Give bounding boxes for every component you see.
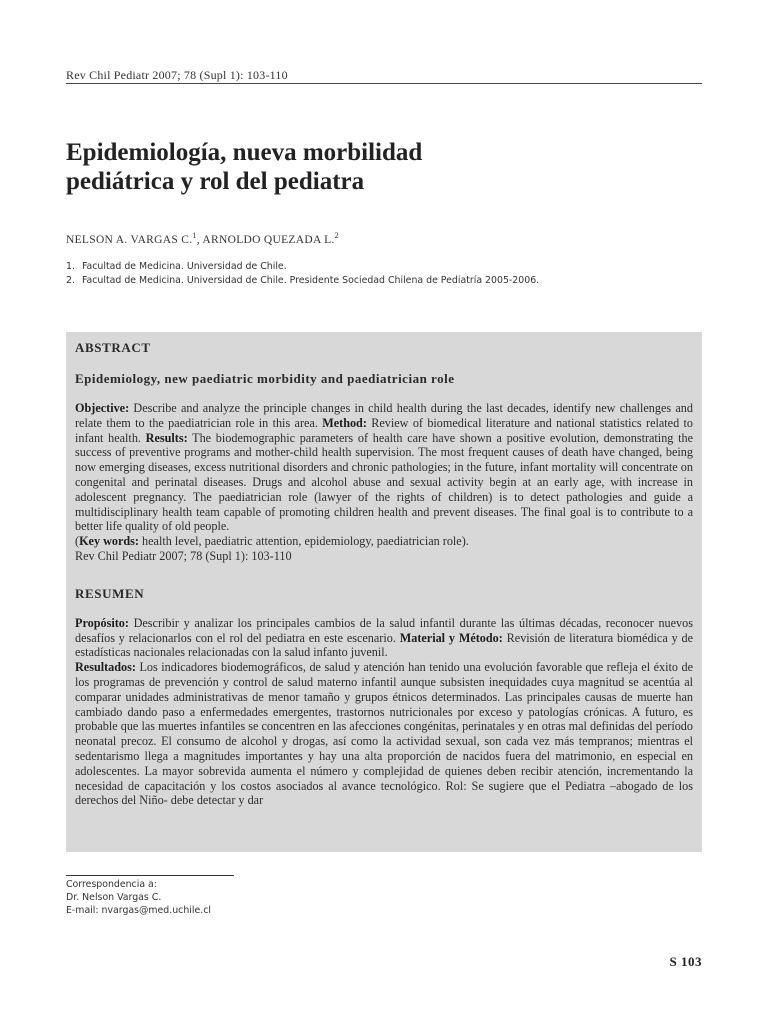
author-list <box>66 231 339 246</box>
affiliation-number: 1. <box>66 261 75 272</box>
resultados-text: Los indicadores biodemográficos, de salud y atención han tenido una evolución favorable que refleja el éxito de los programas de prevención y control de salud materno infantil aunque subsisten inequidades cuya magnitud se acentúa al comparar unidades administrativas de menor tamaño y grupos étnicos determinados. Las principales causas de muerte han cambiado dando paso a enfermedades emergentes, trastornos nutricionales por exceso y patologías crónicas. A futuro, es probable que las muertes infantiles se concentren en las afecciones congénitas, perinatales y en otras mal definidas del período neonatal precoz. El consumo de alcohol y drogas, así como la actividad sexual, son cada vez más tempranos; mientras el sedentarismo llega a magnitudes importantes y hay una alta proporción de nacidos fuera del matrimonio, en especial en adolescentes. La mayor sobrevida aumenta el número y complejidad de quienes deben recibir atención, incrementando la necesidad de capacitación y los costos asociados al avance tecnológico. Rol: Se sugiere que el Pediatra –abogado de los derechos del Niño- debe detectar y dar <box>75 660 693 808</box>
results-text: The biodemographic parameters of health care have shown a positive evolution, demonstrating the success of preventive programs and mother-child health supervision. The most frequent causes of death have changed, being now emerging diseases, excess nutritional disorders and chronic pathologies; in the future, infant mortality will concentrate on congenital and perinatal diseases. Drugs and alcohol abuse and sexual activity begin at an early age, with increase in adolescent pregnancy. The paediatrician role (lawyer of the rights of children) is to detect pathologies and guide a multidisciplinary health team capable of promoting children health and prevent diseases. The final goal is to contribute to a better life quality of old people. <box>75 430 693 534</box>
method-label: Method: <box>322 415 367 430</box>
abstract-heading: ABSTRACT <box>75 340 151 355</box>
correspondence-email: E-mail: nvargas@med.uchile.cl <box>66 905 211 916</box>
affiliation-text: Facultad de Medicina. Universidad de Chile. Presidente Sociedad Chilena de Pediatría 2005-2006. <box>82 275 540 286</box>
abstract-text <box>75 401 693 564</box>
author-name: NELSON A. VARGAS C. <box>66 233 193 246</box>
english-title: Epidemiology, new paediatric morbidity and paediatrician role <box>75 371 455 386</box>
objective-text: Describe and analyze the principle changes in child health during the last decades, identify new challenges and relate them to the paediatrician role in this area. <box>75 401 693 430</box>
abstract-citation: Rev Chil Pediatr 2007; 78 (Supl 1): 103-110 <box>75 548 292 563</box>
method-text: Review of biomedical literature and national statistics related to infant health. <box>75 415 693 445</box>
correspondence-note <box>66 878 211 917</box>
resumen-heading: RESUMEN <box>75 585 145 601</box>
keywords-text: health level, paediatric attention, epidemiology, paediatrician role). <box>138 534 469 549</box>
author-affiliation-marker: 1 <box>192 231 197 240</box>
proposito-text: Describir y analizar los principales cambios de la salud infantil durante las últimas décadas, reconocer nuevos desafíos y relacionarlos con el rol del pediatra en este escenario. <box>75 615 693 645</box>
footnote-divider <box>66 875 234 876</box>
affiliation-item <box>66 260 539 274</box>
resultados-label: Resultados: <box>75 660 136 675</box>
material-label: Material y Método: <box>399 630 503 645</box>
article-title <box>66 138 686 196</box>
header-divider <box>66 83 702 84</box>
results-label: Results: <box>145 430 188 445</box>
page-number: S 103 <box>669 954 702 969</box>
affiliation-number: 2. <box>66 275 75 286</box>
resumen-text <box>75 616 693 808</box>
author-name: ARNOLDO QUEZADA L. <box>202 233 335 246</box>
article-title-line-2: pediátrica y rol del pediatra <box>66 168 365 195</box>
affiliation-list <box>66 260 539 288</box>
article-title-line-1: Epidemiología, nueva morbilidad <box>66 139 423 166</box>
objective-label: Objective: <box>75 401 130 415</box>
keywords-open-paren: ( <box>75 534 80 549</box>
affiliation-item <box>66 274 539 288</box>
affiliation-text: Facultad de Medicina. Universidad de Chile. <box>82 261 287 272</box>
proposito-label: Propósito: <box>75 615 129 630</box>
correspondence-label: Correspondencia a: <box>66 879 157 890</box>
material-text: Revisión de literatura biomédica y de estadísticas nacionales relacionadas con la salud infanto juvenil. <box>75 630 694 660</box>
keywords-label: Key words: <box>79 534 139 549</box>
author-separator: , <box>196 233 203 246</box>
abstract-panel <box>66 332 702 852</box>
journal-reference: Rev Chil Pediatr 2007; 78 (Supl 1): 103-110 <box>66 68 288 82</box>
correspondence-name: Dr. Nelson Vargas C. <box>66 892 162 903</box>
author-affiliation-marker: 2 <box>334 231 339 240</box>
